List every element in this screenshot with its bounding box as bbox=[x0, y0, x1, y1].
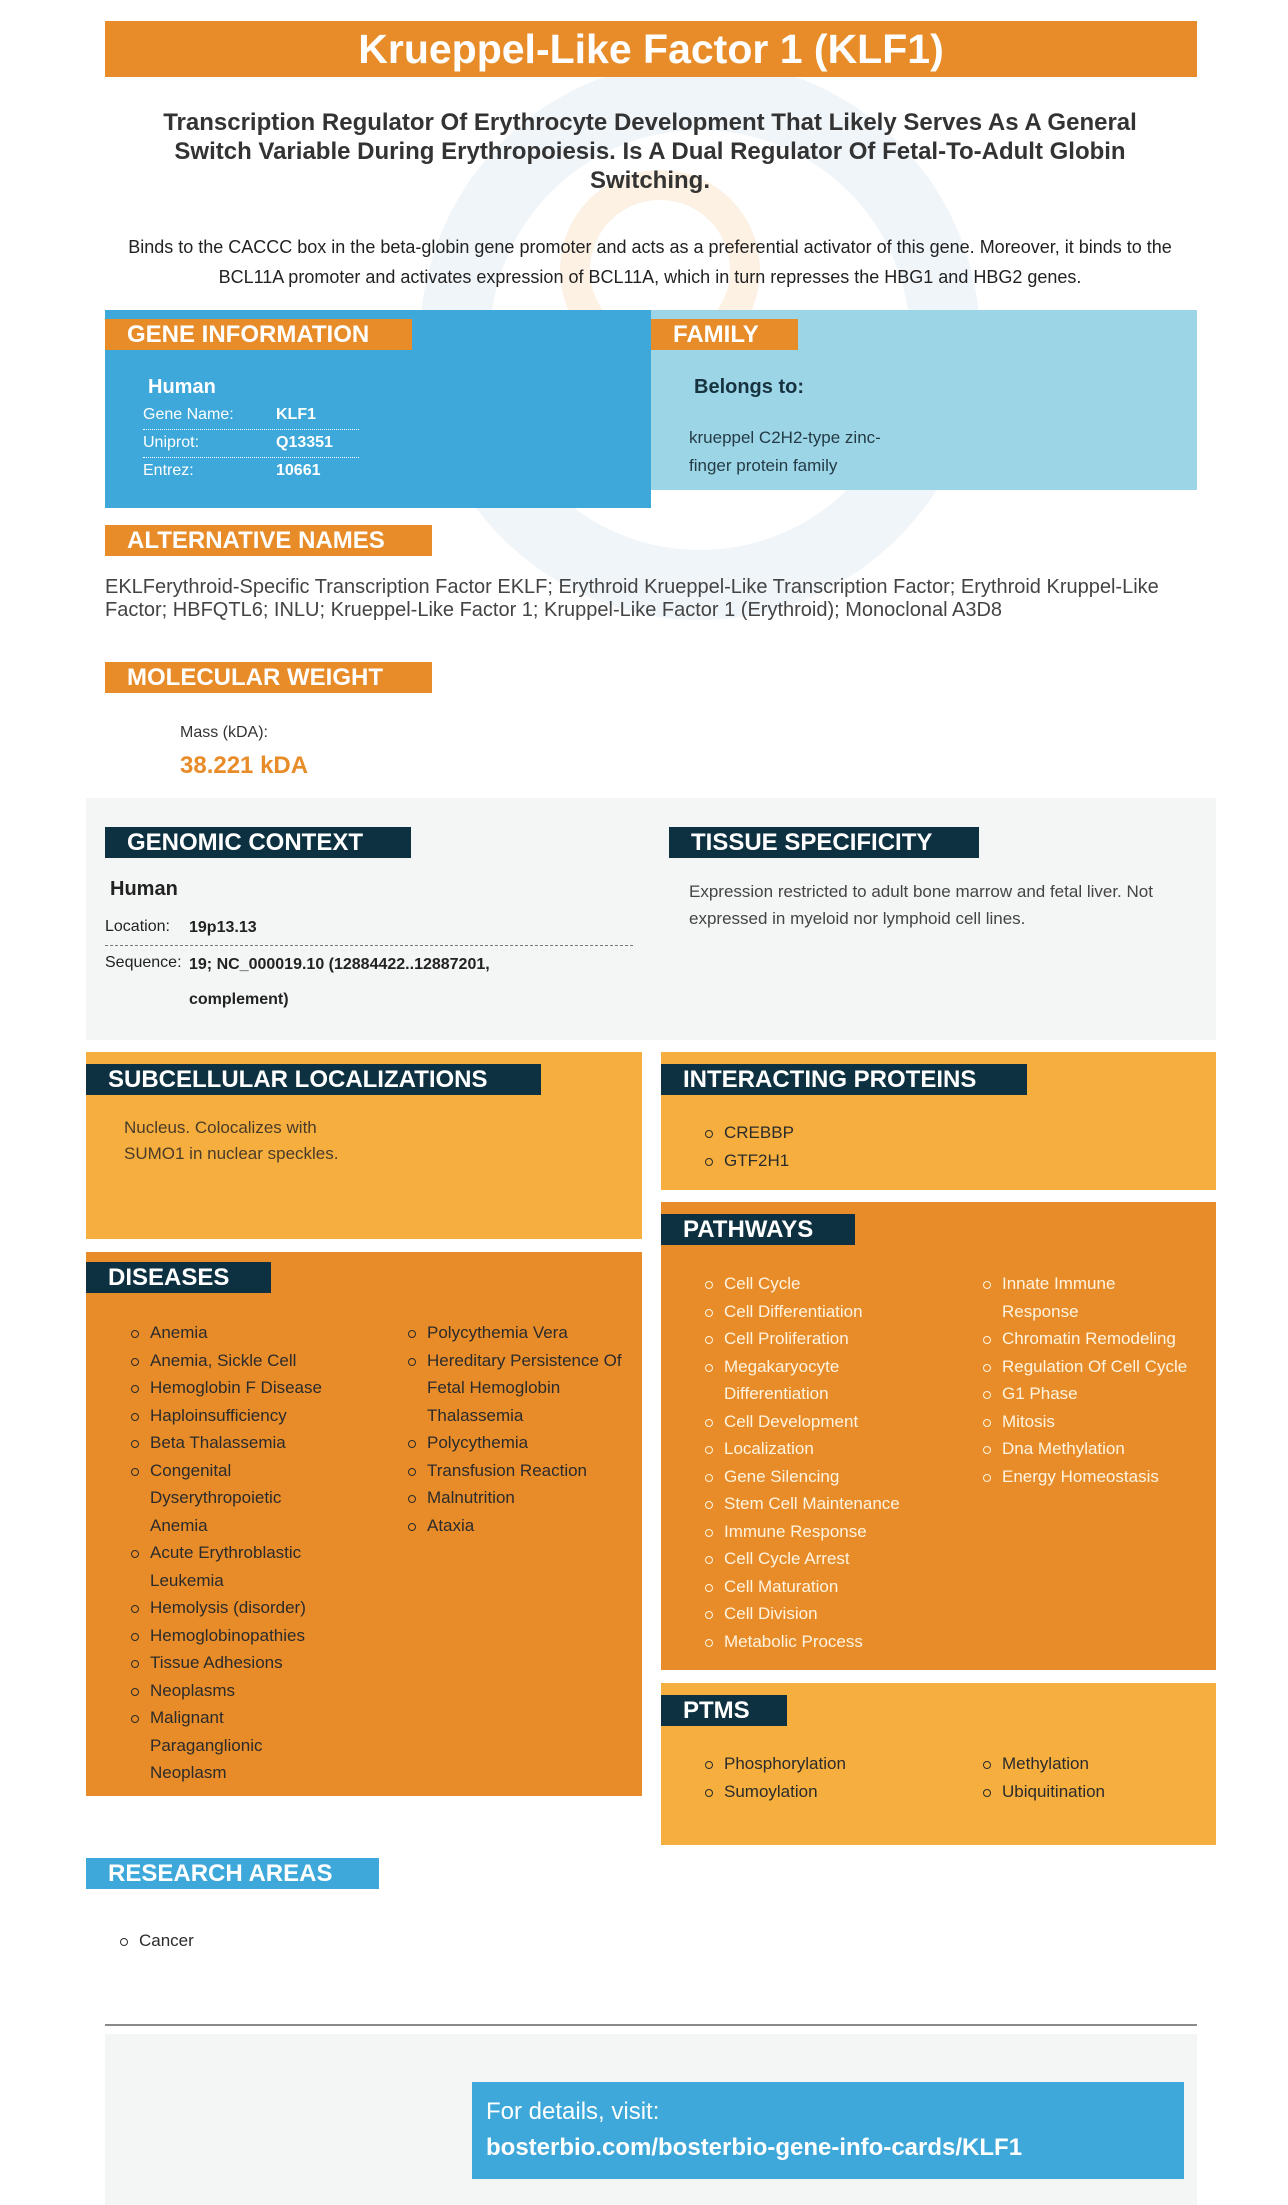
list-item: Cell Maturation bbox=[703, 1573, 943, 1601]
gene-info-row bbox=[143, 402, 359, 430]
genomic-sequence-row bbox=[105, 947, 633, 1017]
list-item: CREBBP bbox=[703, 1119, 1003, 1147]
list-item: Ubiquitination bbox=[981, 1778, 1201, 1806]
list-item: Stem Cell Maintenance bbox=[703, 1490, 943, 1518]
diseases-heading: DISEASES bbox=[86, 1262, 271, 1293]
list-item: Neoplasms bbox=[129, 1677, 354, 1705]
pathways-list-col2 bbox=[981, 1270, 1201, 1490]
gene-info-row bbox=[143, 458, 359, 486]
list-item: Transfusion Reaction bbox=[406, 1457, 626, 1485]
list-item: Phosphorylation bbox=[703, 1750, 943, 1778]
sequence-value: 19; NC_000019.10 (12884422..12887201, complement) bbox=[189, 956, 490, 1008]
list-item: Cell Division bbox=[703, 1600, 943, 1628]
list-item: Hemoglobin F Disease bbox=[129, 1374, 354, 1402]
tissue-specificity-text: Expression restricted to adult bone marrow and fetal liver. Not expressed in myeloid nor lymphoid cell lines. bbox=[689, 882, 1153, 928]
gene-information-heading: GENE INFORMATION bbox=[105, 319, 412, 350]
list-item: Metabolic Process bbox=[703, 1628, 943, 1656]
interacting-proteins-list bbox=[703, 1119, 1003, 1174]
diseases-list-col2 bbox=[406, 1319, 626, 1539]
list-item: Innate Immune Response bbox=[981, 1270, 1131, 1325]
gene-info-key: Entrez: bbox=[143, 462, 194, 479]
interacting-proteins-heading: INTERACTING PROTEINS bbox=[661, 1064, 1027, 1095]
location-value: 19p13.13 bbox=[189, 919, 257, 936]
list-item: Haploinsufficiency bbox=[129, 1402, 354, 1430]
list-item: Malignant Paraganglionic Neoplasm bbox=[129, 1704, 289, 1787]
genomic-location-row bbox=[105, 912, 633, 946]
gene-description: Binds to the CACCC box in the beta-globin gene promoter and acts as a preferential activator of this gene. Moreover, it binds to the BCL11A promoter and activates expression of BCL11A, which in turn represses the HBG1 and HBG2 genes. bbox=[128, 237, 1172, 287]
research-areas-heading: RESEARCH AREAS bbox=[86, 1858, 379, 1889]
genomic-context-heading: GENOMIC CONTEXT bbox=[105, 827, 411, 858]
list-item: Polycythemia bbox=[406, 1429, 626, 1457]
list-item: Cell Cycle bbox=[703, 1270, 943, 1298]
pathways-list-col1 bbox=[703, 1270, 943, 1655]
list-item: G1 Phase bbox=[981, 1380, 1201, 1408]
footer-divider bbox=[105, 2024, 1197, 2026]
list-item: Cell Cycle Arrest bbox=[703, 1545, 943, 1573]
list-item: Cell Development bbox=[703, 1408, 943, 1436]
gene-info-row bbox=[143, 430, 359, 458]
list-item: Localization bbox=[703, 1435, 943, 1463]
gene-info-value: 10661 bbox=[276, 462, 321, 479]
page-subtitle: Transcription Regulator Of Erythrocyte Development That Likely Serves As A General Switch Variable During Erythropoiesis. Is A Dual Regulator Of Fetal-To-Adult Globin Switching. bbox=[163, 109, 1137, 194]
mass-label: Mass (kDA): bbox=[180, 724, 268, 741]
list-item: Regulation Of Cell Cycle bbox=[981, 1353, 1201, 1381]
list-item: Hereditary Persistence Of Fetal Hemoglobin Thalassemia bbox=[406, 1347, 626, 1430]
list-item: Cell Proliferation bbox=[703, 1325, 943, 1353]
diseases-list-col1 bbox=[129, 1319, 354, 1787]
footer-url-link[interactable]: bosterbio.com/bosterbio-gene-info-cards/KLF1 bbox=[486, 2134, 1023, 2161]
sequence-label: Sequence: bbox=[105, 954, 182, 971]
genomic-context-species: Human bbox=[110, 878, 178, 900]
list-item: Energy Homeostasis bbox=[981, 1463, 1201, 1491]
footer-link-box[interactable] bbox=[472, 2082, 1184, 2179]
list-item: Tissue Adhesions bbox=[129, 1649, 354, 1677]
ptms-list-col1 bbox=[703, 1750, 943, 1805]
research-areas-list bbox=[118, 1927, 318, 1955]
list-item: Mitosis bbox=[981, 1408, 1201, 1436]
family-text: krueppel C2H2-type zinc-finger protein family bbox=[689, 428, 881, 475]
list-item: GTF2H1 bbox=[703, 1147, 1003, 1175]
family-belongs-label: Belongs to: bbox=[694, 376, 804, 398]
footer-visit-label: For details, visit: bbox=[486, 2098, 660, 2125]
ptms-heading: PTMS bbox=[661, 1695, 787, 1726]
gene-info-key: Uniprot: bbox=[143, 434, 200, 451]
list-item: Anemia, Sickle Cell bbox=[129, 1347, 354, 1375]
list-item: Beta Thalassemia bbox=[129, 1429, 354, 1457]
list-item: Hemolysis (disorder) bbox=[129, 1594, 354, 1622]
alternative-names-text: EKLFerythroid-Specific Transcription Factor EKLF; Erythroid Krueppel-Like Transcription Factor; Erythroid Kruppel-Like Factor; HBFQTL6; INLU; Krueppel-Like Factor 1; Kruppel-Like Factor 1 (Erythroid); Monoclonal A3D8 bbox=[105, 576, 1159, 621]
subcellular-heading: SUBCELLULAR LOCALIZATIONS bbox=[86, 1064, 541, 1095]
list-item: Congenital Dyserythropoietic Anemia bbox=[129, 1457, 289, 1540]
mass-value: 38.221 kDA bbox=[180, 752, 309, 779]
alternative-names-heading: ALTERNATIVE NAMES bbox=[105, 525, 432, 556]
gene-info-value: Q13351 bbox=[276, 434, 333, 451]
list-item: Cell Differentiation bbox=[703, 1298, 943, 1326]
list-item: Polycythemia Vera bbox=[406, 1319, 626, 1347]
list-item: Sumoylation bbox=[703, 1778, 943, 1806]
list-item: Gene Silencing bbox=[703, 1463, 943, 1491]
molecular-weight-heading: MOLECULAR WEIGHT bbox=[105, 662, 432, 693]
list-item: Anemia bbox=[129, 1319, 354, 1347]
tissue-specificity-heading: TISSUE SPECIFICITY bbox=[669, 827, 979, 858]
subcellular-text: Nucleus. Colocalizes with SUMO1 in nuclear speckles. bbox=[124, 1118, 339, 1163]
pathways-heading: PATHWAYS bbox=[661, 1214, 855, 1245]
list-item: Megakaryocyte Differentiation bbox=[703, 1353, 873, 1408]
ptms-list-col2 bbox=[981, 1750, 1201, 1805]
list-item: Methylation bbox=[981, 1750, 1201, 1778]
gene-info-species: Human bbox=[148, 376, 216, 398]
gene-info-key: Gene Name: bbox=[143, 406, 234, 423]
list-item: Hemoglobinopathies bbox=[129, 1622, 354, 1650]
list-item: Malnutrition bbox=[406, 1484, 626, 1512]
list-item: Dna Methylation bbox=[981, 1435, 1201, 1463]
family-heading: FAMILY bbox=[651, 319, 798, 350]
list-item: Ataxia bbox=[406, 1512, 626, 1540]
gene-info-value: KLF1 bbox=[276, 406, 316, 423]
location-label: Location: bbox=[105, 918, 170, 935]
list-item: Acute Erythroblastic Leukemia bbox=[129, 1539, 319, 1594]
page-title: Krueppel-Like Factor 1 (KLF1) bbox=[105, 21, 1197, 77]
list-item: Immune Response bbox=[703, 1518, 943, 1546]
list-item: Chromatin Remodeling bbox=[981, 1325, 1201, 1353]
list-item: Cancer bbox=[118, 1927, 318, 1955]
